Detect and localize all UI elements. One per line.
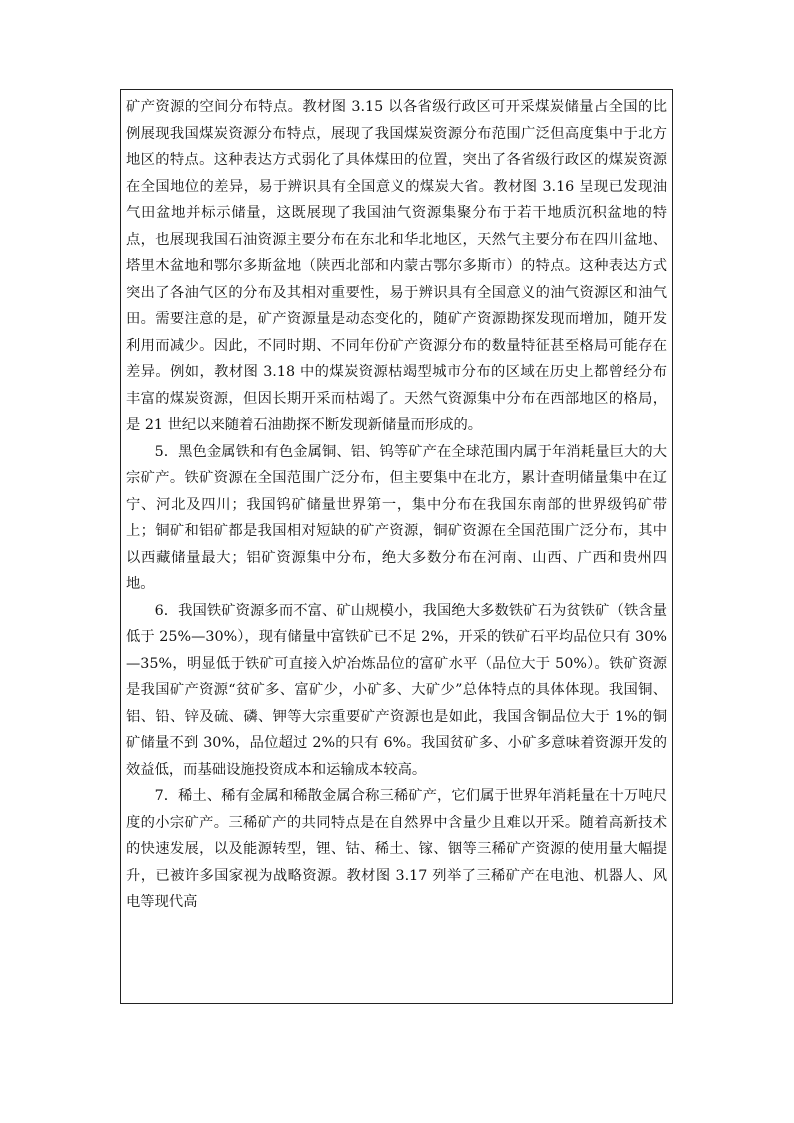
paragraph-item-5: 5．黑色金属铁和有色金属铜、铝、钨等矿产在全球范围内属于年消耗量巨大的大宗矿产。铁矿资源在全国范围广泛分布，但主要集中在北方，累计查明储量集中在辽宁、河北及四川；我国钨矿储量世界第一，集中分布在我国东南部的世界级钨矿带上；铜矿和铝矿都是我国相对短缺的矿产资源，铜矿资源在全国范围广泛分布，其中以西藏储量最大；铝矿资源集中分布，绝大多数分布在河南、山西、广西和贵州四地。 <box>126 443 667 592</box>
paragraph-item-7: 7．稀土、稀有金属和稀散金属合称三稀矿产，它们属于世界年消耗量在十万吨尺度的小宗矿产。三稀矿产的共同特点是在自然界中含量少且难以开采。随着高新技术的快速发展，以及能源转型，锂、钴、稀土、镓、铟等三稀矿产资源的使用量大幅提升，已被许多国家视为战略资源。教材图 3.17 列举了三稀矿产在电池、机器人、风电等现代高 <box>126 788 667 910</box>
paragraph-item-6: 6．我国铁矿资源多而不富、矿山规模小，我国绝大多数铁矿石为贫铁矿（铁含量低于 25%—30%），现有储量中富铁矿已不足 2%，开采的铁矿石平均品位只有 30%—35%，明显低于铁矿可直接入炉冶炼品位的富矿水平（品位大于 50%）。铁矿资源是我国矿产资源“贫矿多、富矿少，小矿多、大矿少”总体特点的具体体现。我国铜、铝、铅、锌及硫、磷、钾等大宗重要矿产资源也是如此，我国含铜品位大于 1%的铜矿储量不到 30%，品位超过 2%的只有 6%。我国贫矿多、小矿多意味着资源开发的效益低，而基础设施投资成本和运输成本较高。 <box>126 602 667 778</box>
paragraph-mineral-distribution: 矿产资源的空间分布特点。教材图 3.15 以各省级行政区可开采煤炭储量占全国的比例展现我国煤炭资源分布特点，展现了我国煤炭资源分布范围广泛但高度集中于北方地区的特点。这种表达方式弱化了具体煤田的位置，突出了各省级行政区的煤炭资源在全国地位的差异，易于辨识具有全国意义的煤炭大省。教材图 3.16 呈现已发现油气田盆地并标示储量，这既展现了我国油气资源集聚分布于若干地质沉积盆地的特点，也展现我国石油资源主要分布在东北和华北地区，天然气主要分布在四川盆地、塔里木盆地和鄂尔多斯盆地（陕西北部和内蒙古鄂尔多斯市）的特点。这种表达方式突出了各油气区的分布及其相对重要性，易于辨识具有全国意义的油气资源区和油气田。需要注意的是，矿产资源量是动态变化的，随矿产资源勘探发现而增加，随开发利用而减少。因此，不同时期、不同年份矿产资源分布的数量特征甚至格局可能存在差异。例如，教材图 3.18 中的煤炭资源枯竭型城市分布的区域在历史上都曾经分布丰富的煤炭资源，但因长期开采而枯竭了。天然气资源集中分布在西部地区的格局，是 21 世纪以来随着石油勘探不断发现新储量而形成的。 <box>126 99 667 433</box>
document-body <box>126 94 667 916</box>
